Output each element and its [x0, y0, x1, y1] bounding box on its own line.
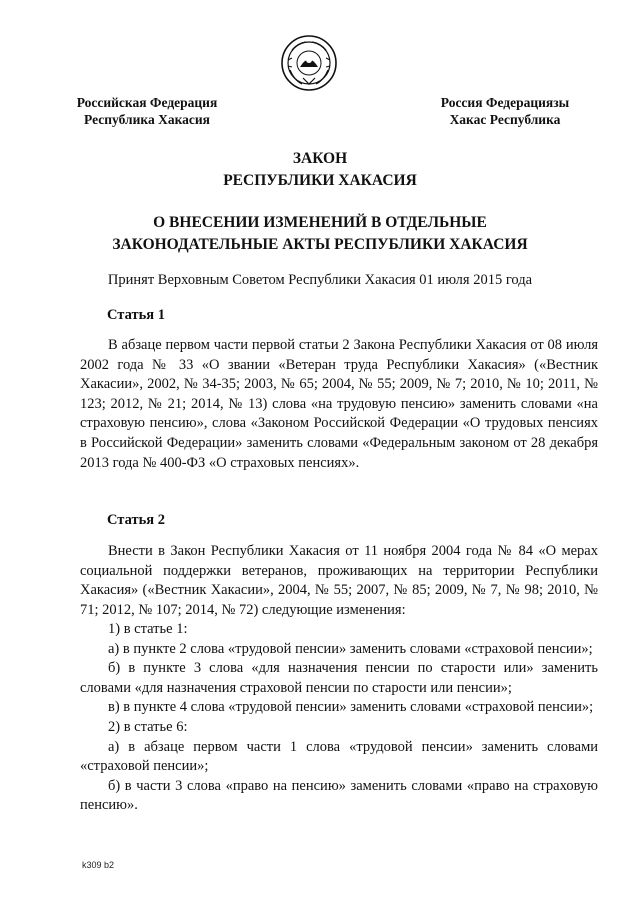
article-2-heading: Статья 2	[107, 512, 165, 528]
amendment-item: б) в части 3 слова «право на пенсию» заменить словами «право на страховую пенсию».	[80, 777, 598, 814]
adoption-line: Принят Верховным Советом Республики Хакасия 01 июля 2015 года	[107, 272, 533, 288]
header-left	[72, 94, 222, 128]
amendment-item: 1) в статье 1:	[108, 621, 188, 637]
article-2-items	[80, 620, 598, 816]
document-code: k309 b2	[82, 860, 115, 870]
header-left-line: Российская Федерация	[76, 95, 218, 110]
amendment-item: в) в пункте 4 слова «трудовой пенсии» заменить словами «страховой пенсии»;	[108, 699, 594, 716]
coat-of-arms-icon	[280, 34, 338, 92]
header-left-line: Республика Хакасия	[84, 112, 210, 127]
header-right	[430, 94, 580, 128]
law-subject-line: ЗАКОНОДАТЕЛЬНЫЕ АКТЫ РЕСПУБЛИКИ ХАКАСИЯ	[112, 236, 528, 253]
law-title	[0, 148, 640, 192]
law-subject	[0, 212, 640, 256]
amendment-item: а) в абзаце первом части 1 слова «трудовой пенсии» заменить словами «страховой пенсии»;	[80, 738, 598, 775]
amendment-item: 2) в статье 6:	[108, 718, 188, 735]
law-title-line: РЕСПУБЛИКИ ХАКАСИЯ	[223, 172, 417, 189]
article-2-intro: Внести в Закон Республики Хакасия от 11 ноября 2004 года № 84 «О мерах социальной поддержки ветеранов, проживающих на территории Республики Хакасия» («Вестник Хакасии», 2004, № 55; 2007, № 85; 2009, № 7, № 98; 2010, № 71; 2012, № 107; 2014, № 72) следующие изменения:	[80, 543, 598, 618]
header-right-line: Россия Федерациязы	[440, 95, 570, 110]
amendment-item: б) в пункте 3 слова «для назначения пенсии по старости или» заменить словами «для назначения страховой пенсии по старости или пенсии»;	[80, 660, 598, 696]
law-title-line: ЗАКОН	[292, 150, 348, 167]
amendment-item: а) в пункте 2 слова «трудовой пенсии» заменить словами «страховой пенсии»;	[108, 640, 593, 657]
article-1-heading: Статья 1	[107, 307, 165, 323]
law-subject-line: О ВНЕСЕНИИ ИЗМЕНЕНИЙ В ОТДЕЛЬНЫЕ	[153, 214, 487, 231]
article-1-text: В абзаце первом части первой статьи 2 Закона Республики Хакасия от 08 июля 2002 года № 33 «О звании «Ветеран труда Республики Хакасия» («Вестник Хакасии», 2002, № 34-35; 2003, № 65; 2004, № 55; 2009, № 7; 2010, № 10; 2011, № 123; 2012, № 21; 2014, № 13) слова «на трудовую пенсию» заменить словами «на страховую пенсию», слова «Законом Российской Федерации «О трудовых пенсиях в Российской Федерации» заменить словами «Федеральным законом от 28 декабря 2013 года № 400-ФЗ «О страховых пенсиях».	[80, 337, 598, 471]
header-right-line: Хакас Республика	[449, 112, 561, 127]
